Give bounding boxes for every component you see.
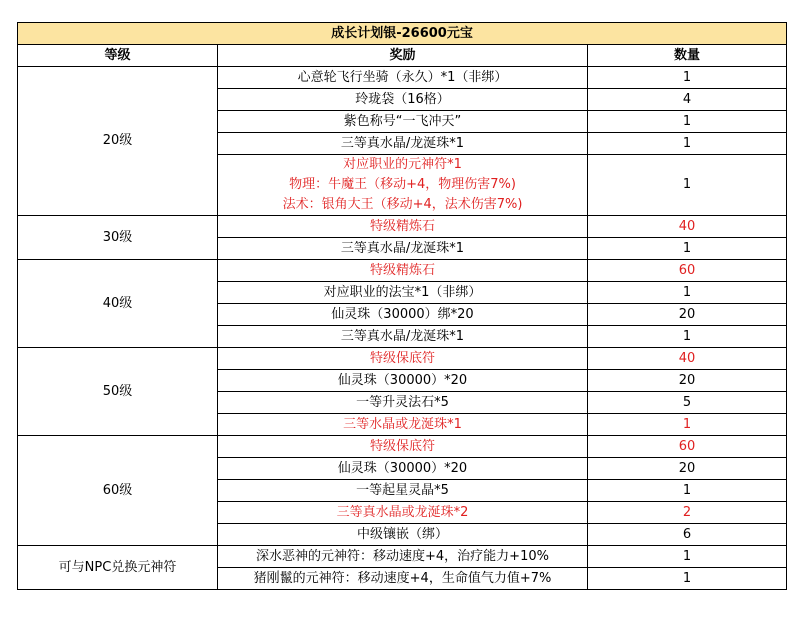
quantity-cell: 1 — [588, 568, 787, 590]
quantity-cell: 1 — [588, 133, 787, 155]
reward-cell: 深水恶神的元神符：移动速度+4，治疗能力+10% — [218, 546, 588, 568]
reward-cell: 仙灵珠（30000）*20 — [218, 458, 588, 480]
table-row — [18, 67, 787, 89]
level-cell-60: 60级 — [18, 436, 218, 546]
quantity-cell: 1 — [588, 155, 787, 216]
quantity-cell: 40 — [588, 348, 787, 370]
reward-cell: 特级保底符 — [218, 436, 588, 458]
reward-cell: 三等真水晶/龙涎珠*1 — [218, 133, 588, 155]
level-cell-30: 30级 — [18, 216, 218, 260]
header-reward: 奖励 — [218, 45, 588, 67]
quantity-cell: 1 — [588, 111, 787, 133]
quantity-cell: 4 — [588, 89, 787, 111]
header-row — [18, 45, 787, 67]
reward-cell: 中级镶嵌（绑） — [218, 524, 588, 546]
quantity-cell: 20 — [588, 370, 787, 392]
reward-cell: 对应职业的法宝*1（非绑） — [218, 282, 588, 304]
quantity-cell: 1 — [588, 326, 787, 348]
reward-cell: 仙灵珠（30000）*20 — [218, 370, 588, 392]
quantity-cell: 60 — [588, 260, 787, 282]
reward-cell: 一等升灵法石*5 — [218, 392, 588, 414]
reward-line: 物理：牛魔王（移动+4，物理伤害7%) — [289, 177, 516, 192]
table-row — [18, 216, 787, 238]
reward-cell: 猪刚鬣的元神符：移动速度+4，生命值气力值+7% — [218, 568, 588, 590]
reward-cell: 三等真水晶/龙涎珠*1 — [218, 238, 588, 260]
quantity-cell: 20 — [588, 304, 787, 326]
reward-cell: 三等真水晶或龙涎珠*2 — [218, 502, 588, 524]
reward-cell: 仙灵珠（30000）绑*20 — [218, 304, 588, 326]
quantity-cell: 60 — [588, 436, 787, 458]
title-row — [18, 23, 787, 45]
level-cell-50: 50级 — [18, 348, 218, 436]
reward-cell: 一等起星灵晶*5 — [218, 480, 588, 502]
table-title: 成长计划银-26600元宝 — [18, 23, 787, 45]
reward-cell: 三等真水晶/龙涎珠*1 — [218, 326, 588, 348]
level-cell-40: 40级 — [18, 260, 218, 348]
table-row — [18, 260, 787, 282]
level-cell-20: 20级 — [18, 67, 218, 216]
quantity-cell: 6 — [588, 524, 787, 546]
quantity-cell: 5 — [588, 392, 787, 414]
reward-cell: 特级保底符 — [218, 348, 588, 370]
quantity-cell: 2 — [588, 502, 787, 524]
reward-cell: 特级精炼石 — [218, 260, 588, 282]
reward-cell-multiline — [218, 155, 588, 216]
reward-line: 对应职业的元神符*1 — [343, 157, 462, 172]
reward-table — [17, 22, 787, 590]
quantity-cell: 1 — [588, 67, 787, 89]
reward-line: 法术：银角大王（移动+4，法术伤害7%) — [282, 197, 523, 212]
reward-cell: 紫色称号“一飞冲天” — [218, 111, 588, 133]
header-quantity: 数量 — [588, 45, 787, 67]
table-row — [18, 348, 787, 370]
header-level: 等级 — [18, 45, 218, 67]
quantity-cell: 1 — [588, 238, 787, 260]
table-row — [18, 436, 787, 458]
reward-cell: 特级精炼石 — [218, 216, 588, 238]
table-row — [18, 546, 787, 568]
quantity-cell: 1 — [588, 546, 787, 568]
quantity-cell: 1 — [588, 414, 787, 436]
quantity-cell: 1 — [588, 480, 787, 502]
level-cell-npc: 可与NPC兑换元神符 — [18, 546, 218, 590]
quantity-cell: 20 — [588, 458, 787, 480]
quantity-cell: 1 — [588, 282, 787, 304]
quantity-cell: 40 — [588, 216, 787, 238]
reward-cell: 玲珑袋（16格） — [218, 89, 588, 111]
reward-cell: 三等水晶或龙涎珠*1 — [218, 414, 588, 436]
reward-cell: 心意轮飞行坐骑（永久）*1（非绑） — [218, 67, 588, 89]
